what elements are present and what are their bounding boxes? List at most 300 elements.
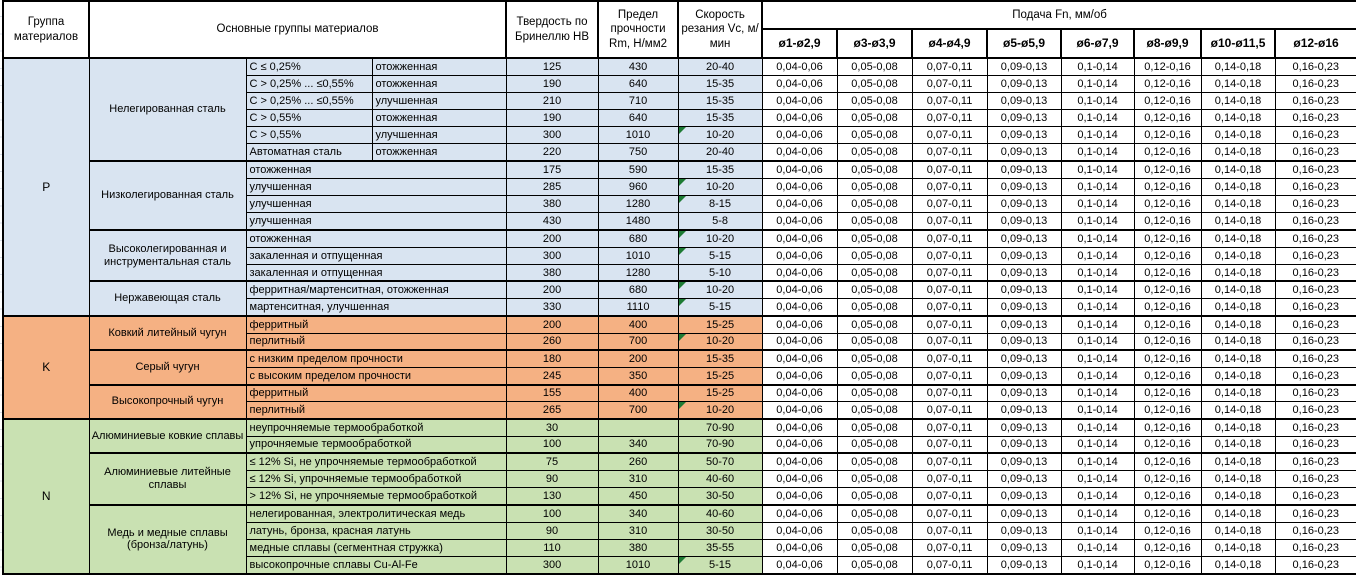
- cell-feed[interactable]: 0,05-0,08: [837, 161, 912, 178]
- cell-feed[interactable]: 0,16-0,23: [1275, 333, 1356, 350]
- cell-hb[interactable]: 210: [506, 92, 598, 109]
- cell-material-state[interactable]: улучшенная: [246, 196, 506, 213]
- cell-feed[interactable]: 0,12-0,16: [1134, 264, 1201, 281]
- cell-feed[interactable]: 0,14-0,18: [1201, 196, 1275, 213]
- cell-feed[interactable]: 0,07-0,11: [912, 92, 987, 109]
- cell-feed[interactable]: 0,14-0,18: [1201, 453, 1275, 470]
- cell-feed[interactable]: 0,16-0,23: [1275, 505, 1356, 522]
- cell-material-group[interactable]: N: [3, 419, 89, 574]
- cell-feed[interactable]: 0,07-0,11: [912, 144, 987, 161]
- cell-feed[interactable]: 0,04-0,06: [762, 402, 837, 419]
- cell-rm[interactable]: 350: [598, 367, 678, 384]
- cell-rm[interactable]: 340: [598, 436, 678, 453]
- cell-feed[interactable]: 0,07-0,11: [912, 350, 987, 367]
- cell-feed[interactable]: 0,1-0,14: [1061, 350, 1134, 367]
- cell-subgroup-name[interactable]: Алюминиевые ковкие сплавы: [89, 419, 246, 453]
- cell-feed[interactable]: 0,05-0,08: [837, 316, 912, 333]
- cell-feed[interactable]: 0,04-0,06: [762, 196, 837, 213]
- cell-feed[interactable]: 0,16-0,23: [1275, 230, 1356, 247]
- cell-vc[interactable]: [678, 556, 762, 573]
- cell-feed[interactable]: 0,07-0,11: [912, 453, 987, 470]
- cell-feed[interactable]: 0,05-0,08: [837, 333, 912, 350]
- cell-feed[interactable]: 0,04-0,06: [762, 230, 837, 247]
- cell-feed[interactable]: 0,07-0,11: [912, 178, 987, 195]
- cell-feed[interactable]: 0,05-0,08: [837, 178, 912, 195]
- cell-feed[interactable]: 0,12-0,16: [1134, 110, 1201, 127]
- cell-vc[interactable]: [678, 385, 762, 402]
- cell-feed[interactable]: 0,14-0,18: [1201, 539, 1275, 556]
- cell-feed[interactable]: 0,12-0,16: [1134, 127, 1201, 144]
- cell-feed[interactable]: 0,07-0,11: [912, 58, 987, 75]
- cell-feed[interactable]: 0,14-0,18: [1201, 247, 1275, 264]
- cell-feed[interactable]: 0,12-0,16: [1134, 144, 1201, 161]
- cell-feed[interactable]: 0,05-0,08: [837, 436, 912, 453]
- cell-rm[interactable]: 1280: [598, 264, 678, 281]
- cell-material-state[interactable]: ферритный: [246, 385, 506, 402]
- cell-hb[interactable]: 330: [506, 299, 598, 316]
- cell-feed[interactable]: 0,14-0,18: [1201, 264, 1275, 281]
- cell-vc[interactable]: [678, 247, 762, 264]
- cell-hb[interactable]: 190: [506, 110, 598, 127]
- cell-feed[interactable]: 0,09-0,13: [987, 539, 1061, 556]
- cell-feed[interactable]: 0,1-0,14: [1061, 75, 1134, 92]
- cell-material-state[interactable]: ≤ 12% Si, не упрочняемые термообработкой: [246, 453, 506, 470]
- cell-hb[interactable]: 125: [506, 58, 598, 75]
- cell-feed[interactable]: 0,16-0,23: [1275, 110, 1356, 127]
- cell-rm[interactable]: 340: [598, 505, 678, 522]
- cell-vc[interactable]: [678, 127, 762, 144]
- cell-feed[interactable]: 0,1-0,14: [1061, 196, 1134, 213]
- cell-feed[interactable]: 0,07-0,11: [912, 316, 987, 333]
- cell-feed[interactable]: 0,05-0,08: [837, 247, 912, 264]
- cell-feed[interactable]: 0,14-0,18: [1201, 281, 1275, 298]
- cell-feed[interactable]: 0,14-0,18: [1201, 436, 1275, 453]
- cell-material-state[interactable]: ферритный: [246, 316, 506, 333]
- cell-feed[interactable]: 0,07-0,11: [912, 247, 987, 264]
- cell-feed[interactable]: 0,07-0,11: [912, 110, 987, 127]
- cell-feed[interactable]: 0,07-0,11: [912, 385, 987, 402]
- cell-feed[interactable]: 0,09-0,13: [987, 453, 1061, 470]
- cell-feed[interactable]: 0,04-0,06: [762, 299, 837, 316]
- cell-material-state[interactable]: закаленная и отпущенная: [246, 264, 506, 281]
- cell-feed[interactable]: 0,04-0,06: [762, 522, 837, 539]
- cell-feed[interactable]: 0,05-0,08: [837, 127, 912, 144]
- cell-feed[interactable]: 0,04-0,06: [762, 436, 837, 453]
- feed-diameter-header[interactable]: ø10-ø11,5: [1201, 29, 1275, 58]
- cell-feed[interactable]: 0,1-0,14: [1061, 230, 1134, 247]
- cell-hb[interactable]: 380: [506, 264, 598, 281]
- cell-hb[interactable]: 245: [506, 367, 598, 384]
- cell-feed[interactable]: 0,09-0,13: [987, 488, 1061, 505]
- cell-subgroup-name[interactable]: Нержавеющая сталь: [89, 281, 246, 315]
- cell-feed[interactable]: 0,05-0,08: [837, 471, 912, 488]
- cell-material-state[interactable]: латунь, бронза, красная латунь: [246, 522, 506, 539]
- cell-feed[interactable]: 0,09-0,13: [987, 144, 1061, 161]
- cell-rm[interactable]: 200: [598, 350, 678, 367]
- cell-material-state[interactable]: отожженная: [246, 230, 506, 247]
- cell-feed[interactable]: 0,14-0,18: [1201, 488, 1275, 505]
- cell-feed[interactable]: 0,07-0,11: [912, 333, 987, 350]
- cell-material-state[interactable]: перлитный: [246, 402, 506, 419]
- cell-feed[interactable]: 0,12-0,16: [1134, 316, 1201, 333]
- cell-feed[interactable]: 0,14-0,18: [1201, 178, 1275, 195]
- cell-feed[interactable]: 0,14-0,18: [1201, 505, 1275, 522]
- cell-feed[interactable]: 0,1-0,14: [1061, 436, 1134, 453]
- cell-feed[interactable]: 0,1-0,14: [1061, 385, 1134, 402]
- cell-feed[interactable]: 0,04-0,06: [762, 505, 837, 522]
- cell-feed[interactable]: 0,14-0,18: [1201, 419, 1275, 436]
- cell-feed[interactable]: 0,05-0,08: [837, 299, 912, 316]
- cell-feed[interactable]: 0,09-0,13: [987, 316, 1061, 333]
- cell-vc[interactable]: [678, 402, 762, 419]
- cell-feed[interactable]: 0,1-0,14: [1061, 281, 1134, 298]
- cell-feed[interactable]: 0,04-0,06: [762, 58, 837, 75]
- header-cutting-speed[interactable]: Скорость резания Vc, м/мин: [678, 1, 762, 58]
- cell-material-state[interactable]: улучшенная: [372, 92, 506, 109]
- cell-feed[interactable]: 0,1-0,14: [1061, 419, 1134, 436]
- cell-feed[interactable]: 0,12-0,16: [1134, 58, 1201, 75]
- cell-material-state[interactable]: высокопрочные сплавы Cu-Al-Fe: [246, 556, 506, 573]
- cell-hb[interactable]: 180: [506, 350, 598, 367]
- cell-feed[interactable]: 0,16-0,23: [1275, 402, 1356, 419]
- cell-rm[interactable]: 680: [598, 281, 678, 298]
- cell-rm[interactable]: 380: [598, 539, 678, 556]
- cell-feed[interactable]: 0,12-0,16: [1134, 92, 1201, 109]
- cell-feed[interactable]: 0,16-0,23: [1275, 264, 1356, 281]
- cell-feed[interactable]: 0,09-0,13: [987, 281, 1061, 298]
- cell-feed[interactable]: 0,05-0,08: [837, 350, 912, 367]
- cell-feed[interactable]: 0,07-0,11: [912, 402, 987, 419]
- cell-material-state[interactable]: отожженная: [372, 75, 506, 92]
- cell-feed[interactable]: 0,16-0,23: [1275, 471, 1356, 488]
- cell-feed[interactable]: 0,14-0,18: [1201, 213, 1275, 230]
- feed-diameter-header[interactable]: ø12-ø16: [1275, 29, 1356, 58]
- cell-rm[interactable]: [598, 419, 678, 436]
- cell-feed[interactable]: 0,07-0,11: [912, 161, 987, 178]
- cell-material-state[interactable]: неупрочняемые термообработкой: [246, 419, 506, 436]
- cell-rm[interactable]: 400: [598, 385, 678, 402]
- cell-feed[interactable]: 0,09-0,13: [987, 178, 1061, 195]
- cell-rm[interactable]: 450: [598, 488, 678, 505]
- cell-rm[interactable]: 1110: [598, 299, 678, 316]
- cell-feed[interactable]: 0,07-0,11: [912, 556, 987, 573]
- cell-rm[interactable]: 310: [598, 471, 678, 488]
- cell-subgroup-name[interactable]: Низколегированная сталь: [89, 161, 246, 230]
- cell-vc[interactable]: [678, 471, 762, 488]
- cell-feed[interactable]: 0,16-0,23: [1275, 556, 1356, 573]
- cell-feed[interactable]: 0,12-0,16: [1134, 539, 1201, 556]
- cell-feed[interactable]: 0,1-0,14: [1061, 522, 1134, 539]
- cell-feed[interactable]: 0,05-0,08: [837, 281, 912, 298]
- cell-feed[interactable]: 0,16-0,23: [1275, 453, 1356, 470]
- cell-hb[interactable]: 200: [506, 281, 598, 298]
- cell-feed[interactable]: 0,07-0,11: [912, 419, 987, 436]
- cell-feed[interactable]: 0,07-0,11: [912, 539, 987, 556]
- cell-feed[interactable]: 0,12-0,16: [1134, 350, 1201, 367]
- cell-feed[interactable]: 0,07-0,11: [912, 522, 987, 539]
- cell-hb[interactable]: 380: [506, 196, 598, 213]
- cell-feed[interactable]: 0,05-0,08: [837, 367, 912, 384]
- cell-hb[interactable]: 190: [506, 75, 598, 92]
- cell-material-state[interactable]: с высоким пределом прочности: [246, 367, 506, 384]
- cell-feed[interactable]: 0,05-0,08: [837, 230, 912, 247]
- cell-feed[interactable]: 0,05-0,08: [837, 58, 912, 75]
- cell-material-state[interactable]: закаленная и отпущенная: [246, 247, 506, 264]
- cell-material-state[interactable]: улучшенная: [372, 127, 506, 144]
- cell-carbon-spec[interactable]: C > 0,25% ... ≤0,55%: [246, 92, 372, 109]
- cell-feed[interactable]: 0,09-0,13: [987, 556, 1061, 573]
- cell-feed[interactable]: 0,12-0,16: [1134, 522, 1201, 539]
- cell-feed[interactable]: 0,04-0,06: [762, 110, 837, 127]
- cell-feed[interactable]: 0,07-0,11: [912, 230, 987, 247]
- cell-material-state[interactable]: ферритная/мартенситная, отожженная: [246, 281, 506, 298]
- cell-subgroup-name[interactable]: Медь и медные сплавы (бронза/латунь): [89, 505, 246, 574]
- cell-rm[interactable]: 430: [598, 58, 678, 75]
- cell-feed[interactable]: 0,1-0,14: [1061, 247, 1134, 264]
- cell-feed[interactable]: 0,1-0,14: [1061, 127, 1134, 144]
- cell-material-state[interactable]: нелегированная, электролитическая медь: [246, 505, 506, 522]
- cell-material-state[interactable]: улучшенная: [246, 178, 506, 195]
- cell-feed[interactable]: 0,1-0,14: [1061, 299, 1134, 316]
- cell-feed[interactable]: 0,14-0,18: [1201, 471, 1275, 488]
- cell-hb[interactable]: 175: [506, 161, 598, 178]
- cell-feed[interactable]: 0,1-0,14: [1061, 539, 1134, 556]
- cell-hb[interactable]: 260: [506, 333, 598, 350]
- cell-feed[interactable]: 0,12-0,16: [1134, 488, 1201, 505]
- cell-feed[interactable]: 0,04-0,06: [762, 385, 837, 402]
- cell-feed[interactable]: 0,12-0,16: [1134, 453, 1201, 470]
- cell-rm[interactable]: 960: [598, 178, 678, 195]
- cell-rm[interactable]: 310: [598, 522, 678, 539]
- cell-rm[interactable]: 590: [598, 161, 678, 178]
- cell-feed[interactable]: 0,09-0,13: [987, 436, 1061, 453]
- cell-feed[interactable]: 0,1-0,14: [1061, 92, 1134, 109]
- cell-feed[interactable]: 0,12-0,16: [1134, 213, 1201, 230]
- cell-feed[interactable]: 0,12-0,16: [1134, 281, 1201, 298]
- cell-feed[interactable]: 0,16-0,23: [1275, 350, 1356, 367]
- cell-feed[interactable]: 0,05-0,08: [837, 196, 912, 213]
- cell-hb[interactable]: 30: [506, 419, 598, 436]
- cell-feed[interactable]: 0,14-0,18: [1201, 367, 1275, 384]
- cell-feed[interactable]: 0,05-0,08: [837, 453, 912, 470]
- cell-feed[interactable]: 0,04-0,06: [762, 213, 837, 230]
- cell-vc[interactable]: [678, 299, 762, 316]
- cell-hb[interactable]: 285: [506, 178, 598, 195]
- feed-diameter-header[interactable]: ø5-ø5,9: [987, 29, 1061, 58]
- cell-rm[interactable]: 1480: [598, 213, 678, 230]
- cell-feed[interactable]: 0,16-0,23: [1275, 488, 1356, 505]
- cell-feed[interactable]: 0,04-0,06: [762, 471, 837, 488]
- cell-hb[interactable]: 100: [506, 505, 598, 522]
- cell-feed[interactable]: 0,05-0,08: [837, 75, 912, 92]
- cell-material-group[interactable]: P: [3, 58, 89, 316]
- cell-rm[interactable]: 400: [598, 316, 678, 333]
- cell-feed[interactable]: 0,14-0,18: [1201, 230, 1275, 247]
- cell-subgroup-name[interactable]: Высокопрочный чугун: [89, 385, 246, 419]
- cell-feed[interactable]: 0,12-0,16: [1134, 178, 1201, 195]
- cell-feed[interactable]: 0,07-0,11: [912, 196, 987, 213]
- cell-feed[interactable]: 0,09-0,13: [987, 161, 1061, 178]
- cell-subgroup-name[interactable]: Нелегированная сталь: [89, 58, 246, 161]
- cell-feed[interactable]: 0,12-0,16: [1134, 75, 1201, 92]
- cell-rm[interactable]: 260: [598, 453, 678, 470]
- cell-feed[interactable]: 0,04-0,06: [762, 247, 837, 264]
- cell-feed[interactable]: 0,07-0,11: [912, 471, 987, 488]
- cell-material-state[interactable]: ≤ 12% Si, упрочняемые термообработкой: [246, 471, 506, 488]
- cell-feed[interactable]: 0,04-0,06: [762, 161, 837, 178]
- cell-feed[interactable]: 0,09-0,13: [987, 505, 1061, 522]
- cell-vc[interactable]: [678, 488, 762, 505]
- cell-subgroup-name[interactable]: Серый чугун: [89, 350, 246, 384]
- cell-feed[interactable]: 0,1-0,14: [1061, 144, 1134, 161]
- cell-subgroup-name[interactable]: Высоколегированная и инструментальная сталь: [89, 230, 246, 282]
- cell-material-state[interactable]: улучшенная: [246, 213, 506, 230]
- cell-feed[interactable]: 0,1-0,14: [1061, 488, 1134, 505]
- cell-feed[interactable]: 0,05-0,08: [837, 419, 912, 436]
- cell-feed[interactable]: 0,12-0,16: [1134, 471, 1201, 488]
- cell-vc[interactable]: [678, 281, 762, 298]
- cell-feed[interactable]: 0,04-0,06: [762, 144, 837, 161]
- cell-feed[interactable]: 0,1-0,14: [1061, 316, 1134, 333]
- cell-feed[interactable]: 0,16-0,23: [1275, 522, 1356, 539]
- cell-feed[interactable]: 0,16-0,23: [1275, 144, 1356, 161]
- cell-vc[interactable]: [678, 144, 762, 161]
- cell-vc[interactable]: [678, 505, 762, 522]
- cell-vc[interactable]: [678, 436, 762, 453]
- cell-vc[interactable]: [678, 75, 762, 92]
- cell-feed[interactable]: 0,16-0,23: [1275, 299, 1356, 316]
- cell-feed[interactable]: 0,14-0,18: [1201, 333, 1275, 350]
- cell-feed[interactable]: 0,14-0,18: [1201, 161, 1275, 178]
- cell-feed[interactable]: 0,16-0,23: [1275, 196, 1356, 213]
- cell-rm[interactable]: 1010: [598, 556, 678, 573]
- cell-feed[interactable]: 0,16-0,23: [1275, 161, 1356, 178]
- cell-feed[interactable]: 0,09-0,13: [987, 350, 1061, 367]
- cell-vc[interactable]: [678, 316, 762, 333]
- cell-feed[interactable]: 0,04-0,06: [762, 556, 837, 573]
- cell-feed[interactable]: 0,1-0,14: [1061, 505, 1134, 522]
- cell-feed[interactable]: 0,16-0,23: [1275, 213, 1356, 230]
- cell-hb[interactable]: 100: [506, 436, 598, 453]
- cell-rm[interactable]: 680: [598, 230, 678, 247]
- cell-feed[interactable]: 0,09-0,13: [987, 299, 1061, 316]
- cell-subgroup-name[interactable]: Ковкий литейный чугун: [89, 316, 246, 350]
- cell-feed[interactable]: 0,09-0,13: [987, 75, 1061, 92]
- cell-feed[interactable]: 0,09-0,13: [987, 333, 1061, 350]
- cell-feed[interactable]: 0,09-0,13: [987, 247, 1061, 264]
- cell-feed[interactable]: 0,12-0,16: [1134, 196, 1201, 213]
- feed-diameter-header[interactable]: ø3-ø3,9: [837, 29, 912, 58]
- cell-vc[interactable]: [678, 367, 762, 384]
- cell-feed[interactable]: 0,14-0,18: [1201, 75, 1275, 92]
- cell-feed[interactable]: 0,09-0,13: [987, 110, 1061, 127]
- cell-feed[interactable]: 0,1-0,14: [1061, 178, 1134, 195]
- cell-feed[interactable]: 0,07-0,11: [912, 75, 987, 92]
- cell-feed[interactable]: 0,05-0,08: [837, 539, 912, 556]
- cell-feed[interactable]: 0,09-0,13: [987, 264, 1061, 281]
- feed-diameter-header[interactable]: ø4-ø4,9: [912, 29, 987, 58]
- cell-material-group[interactable]: K: [3, 316, 89, 419]
- cell-feed[interactable]: 0,04-0,06: [762, 92, 837, 109]
- cell-feed[interactable]: 0,16-0,23: [1275, 92, 1356, 109]
- cell-vc[interactable]: [678, 333, 762, 350]
- cell-feed[interactable]: 0,09-0,13: [987, 127, 1061, 144]
- cell-rm[interactable]: 750: [598, 144, 678, 161]
- cell-vc[interactable]: [678, 539, 762, 556]
- cell-vc[interactable]: [678, 92, 762, 109]
- cell-hb[interactable]: 300: [506, 247, 598, 264]
- header-main-groups[interactable]: Основные группы материалов: [89, 1, 506, 58]
- cell-hb[interactable]: 220: [506, 144, 598, 161]
- cell-feed[interactable]: 0,14-0,18: [1201, 144, 1275, 161]
- cell-feed[interactable]: 0,1-0,14: [1061, 110, 1134, 127]
- cell-feed[interactable]: 0,16-0,23: [1275, 281, 1356, 298]
- cell-feed[interactable]: 0,1-0,14: [1061, 453, 1134, 470]
- cell-carbon-spec[interactable]: C ≤ 0,25%: [246, 58, 372, 75]
- cell-hb[interactable]: 200: [506, 230, 598, 247]
- cell-rm[interactable]: 640: [598, 75, 678, 92]
- cell-feed[interactable]: 0,12-0,16: [1134, 505, 1201, 522]
- cell-feed[interactable]: 0,05-0,08: [837, 264, 912, 281]
- cell-feed[interactable]: 0,04-0,06: [762, 350, 837, 367]
- cell-hb[interactable]: 300: [506, 556, 598, 573]
- cell-hb[interactable]: 155: [506, 385, 598, 402]
- cell-feed[interactable]: 0,12-0,16: [1134, 419, 1201, 436]
- cell-feed[interactable]: 0,05-0,08: [837, 402, 912, 419]
- header-brinell-hardness[interactable]: Твердость по Бринеллю НВ: [506, 1, 598, 58]
- cell-rm[interactable]: 710: [598, 92, 678, 109]
- cell-rm[interactable]: 1280: [598, 196, 678, 213]
- cell-rm[interactable]: 700: [598, 402, 678, 419]
- cell-material-state[interactable]: > 12% Si, не упрочняемые термообработкой: [246, 488, 506, 505]
- cell-feed[interactable]: 0,12-0,16: [1134, 161, 1201, 178]
- cell-feed[interactable]: 0,16-0,23: [1275, 539, 1356, 556]
- cell-feed[interactable]: 0,07-0,11: [912, 299, 987, 316]
- cell-feed[interactable]: 0,16-0,23: [1275, 178, 1356, 195]
- cell-material-state[interactable]: отожженная: [372, 110, 506, 127]
- cell-hb[interactable]: 430: [506, 213, 598, 230]
- cell-feed[interactable]: 0,12-0,16: [1134, 247, 1201, 264]
- cell-feed[interactable]: 0,14-0,18: [1201, 350, 1275, 367]
- cell-feed[interactable]: 0,04-0,06: [762, 127, 837, 144]
- cell-feed[interactable]: 0,05-0,08: [837, 385, 912, 402]
- cell-feed[interactable]: 0,12-0,16: [1134, 333, 1201, 350]
- cell-feed[interactable]: 0,07-0,11: [912, 505, 987, 522]
- cell-feed[interactable]: 0,12-0,16: [1134, 299, 1201, 316]
- cell-feed[interactable]: 0,14-0,18: [1201, 58, 1275, 75]
- cell-feed[interactable]: 0,16-0,23: [1275, 58, 1356, 75]
- cell-feed[interactable]: 0,05-0,08: [837, 556, 912, 573]
- cell-vc[interactable]: [678, 161, 762, 178]
- cell-feed[interactable]: 0,04-0,06: [762, 316, 837, 333]
- cell-feed[interactable]: 0,16-0,23: [1275, 247, 1356, 264]
- cell-feed[interactable]: 0,14-0,18: [1201, 402, 1275, 419]
- cell-feed[interactable]: 0,1-0,14: [1061, 471, 1134, 488]
- cell-feed[interactable]: 0,07-0,11: [912, 281, 987, 298]
- cell-feed[interactable]: 0,07-0,11: [912, 213, 987, 230]
- cell-feed[interactable]: 0,12-0,16: [1134, 436, 1201, 453]
- cell-feed[interactable]: 0,14-0,18: [1201, 522, 1275, 539]
- cell-feed[interactable]: 0,09-0,13: [987, 471, 1061, 488]
- cell-feed[interactable]: 0,05-0,08: [837, 144, 912, 161]
- cell-feed[interactable]: 0,07-0,11: [912, 264, 987, 281]
- cell-feed[interactable]: 0,1-0,14: [1061, 264, 1134, 281]
- header-material-group[interactable]: Группа материалов: [3, 1, 89, 58]
- cell-hb[interactable]: 90: [506, 522, 598, 539]
- cell-feed[interactable]: 0,05-0,08: [837, 488, 912, 505]
- cell-feed[interactable]: 0,07-0,11: [912, 127, 987, 144]
- cell-feed[interactable]: 0,14-0,18: [1201, 556, 1275, 573]
